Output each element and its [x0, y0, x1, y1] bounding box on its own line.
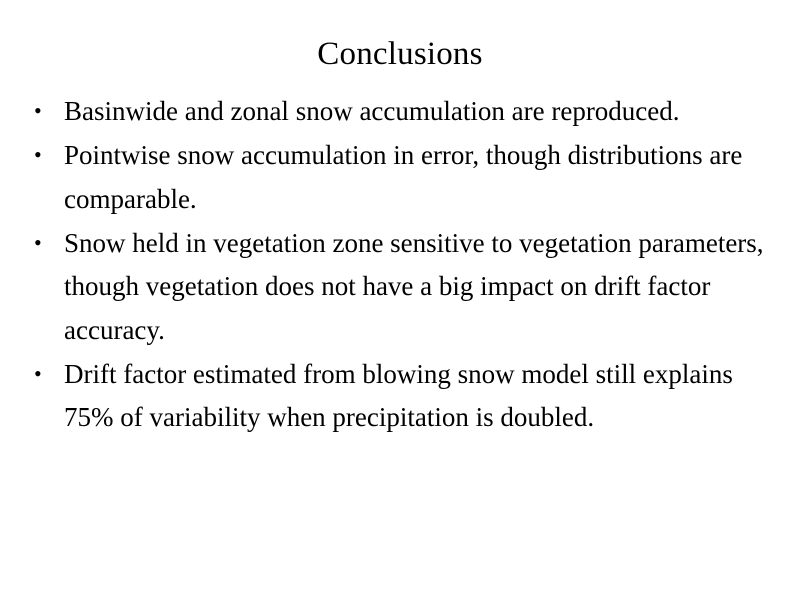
bullet-icon: • — [34, 360, 42, 386]
list-item — [22, 90, 776, 134]
list-item-text: Pointwise snow accumulation in error, though distributions are comparable. — [64, 140, 743, 214]
list-item-text: Drift factor estimated from blowing snow model still explains 75% of variability when precipitation is doubled. — [64, 358, 733, 433]
list-item-text: Basinwide and zonal snow accumulation are reproduced. — [64, 96, 680, 127]
bullet-icon: • — [34, 142, 42, 168]
bullet-icon: • — [34, 229, 42, 255]
list-item — [22, 134, 776, 221]
list-item-text: Snow held in vegetation zone sensitive to vegetation parameters, though vegetation does not have a big impact on drift factor accuracy. — [64, 227, 764, 345]
list-item — [22, 222, 776, 353]
list-item — [22, 353, 776, 440]
conclusions-bullet-list — [0, 90, 800, 440]
bullet-icon: • — [34, 98, 42, 124]
page-title: Conclusions — [317, 36, 483, 72]
